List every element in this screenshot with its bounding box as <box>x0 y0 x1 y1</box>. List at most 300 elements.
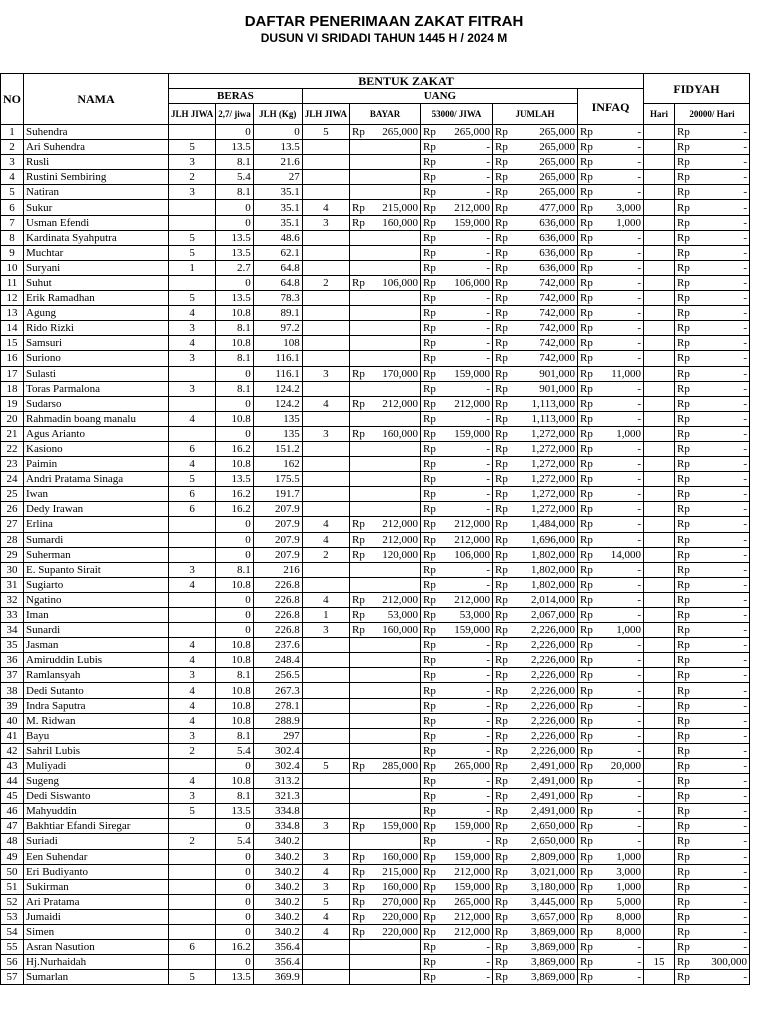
cell-bayar <box>350 487 421 502</box>
cell-beras-jlh-jiwa <box>169 864 216 879</box>
cell-per-jiwa-uang-value: - <box>486 322 491 335</box>
currency-label: Rp <box>495 654 508 667</box>
cell-uang-jlh-jiwa: 3 <box>302 879 349 894</box>
cell-jumlah-value: 2,226,000 <box>531 684 576 697</box>
currency-label: Rp <box>677 578 690 591</box>
cell-fidyah-value: - <box>743 926 748 939</box>
cell-bayar <box>350 592 421 607</box>
cell-beras-per-jiwa: 0 <box>216 275 254 290</box>
cell-hari <box>644 321 675 336</box>
cell-beras-per-jiwa: 0 <box>216 819 254 834</box>
table-row <box>1 532 750 547</box>
cell-infaq <box>578 155 644 170</box>
currency-label: Rp <box>495 880 508 893</box>
cell-bayar-value: 212,000 <box>382 397 419 410</box>
cell-uang-jlh-jiwa: 5 <box>302 894 349 909</box>
cell-jumlah-value: 3,869,000 <box>531 926 576 939</box>
cell-fidyah-value: - <box>743 971 748 984</box>
cell-jumlah <box>493 879 578 894</box>
cell-fidyah <box>675 441 750 456</box>
cell-infaq-value: - <box>637 654 642 667</box>
cell-beras-per-jiwa: 8.1 <box>216 668 254 683</box>
cell-hari <box>644 532 675 547</box>
cell-jumlah <box>493 789 578 804</box>
cell-fidyah <box>675 683 750 698</box>
cell-bayar-value: 220,000 <box>382 910 419 923</box>
cell-beras-jlh-jiwa: 5 <box>169 230 216 245</box>
cell-beras-per-jiwa: 8.1 <box>216 562 254 577</box>
cell-beras-jlh-jiwa: 3 <box>169 728 216 743</box>
cell-beras-per-jiwa: 10.8 <box>216 336 254 351</box>
header-per-jiwa-uang: 53000/ JIWA <box>421 104 493 125</box>
cell-beras-jlh-kg: 97.2 <box>253 321 302 336</box>
cell-infaq <box>578 668 644 683</box>
cell-nama: Suriadi <box>24 834 169 849</box>
cell-beras-jlh-jiwa: 5 <box>169 472 216 487</box>
cell-per-jiwa-uang-value: 212,000 <box>454 518 491 531</box>
cell-beras-per-jiwa: 16.2 <box>216 940 254 955</box>
cell-fidyah <box>675 125 750 140</box>
cell-bayar-value: 160,000 <box>382 216 419 229</box>
currency-label: Rp <box>352 397 365 410</box>
cell-jumlah-value: 636,000 <box>539 246 576 259</box>
currency-label: Rp <box>352 126 365 139</box>
cell-fidyah <box>675 849 750 864</box>
cell-beras-jlh-jiwa <box>169 758 216 773</box>
cell-beras-jlh-kg: 207.9 <box>253 517 302 532</box>
table-row <box>1 924 750 939</box>
cell-fidyah-value: - <box>743 126 748 139</box>
cell-per-jiwa-uang-value: 212,000 <box>454 201 491 214</box>
cell-hari <box>644 441 675 456</box>
cell-uang-jlh-jiwa <box>302 457 349 472</box>
cell-no: 2 <box>1 140 24 155</box>
cell-no: 25 <box>1 487 24 502</box>
cell-per-jiwa-uang <box>421 260 493 275</box>
cell-no: 14 <box>1 321 24 336</box>
cell-hari <box>644 185 675 200</box>
cell-fidyah <box>675 940 750 955</box>
table-row <box>1 955 750 970</box>
currency-label: Rp <box>495 910 508 923</box>
cell-infaq <box>578 321 644 336</box>
cell-bayar-value: 220,000 <box>382 926 419 939</box>
cell-per-jiwa-uang <box>421 381 493 396</box>
cell-no: 54 <box>1 924 24 939</box>
cell-bayar-value: 270,000 <box>382 895 419 908</box>
cell-beras-per-jiwa: 13.5 <box>216 291 254 306</box>
cell-beras-per-jiwa: 10.8 <box>216 638 254 653</box>
cell-no: 33 <box>1 608 24 623</box>
cell-hari <box>644 457 675 472</box>
cell-bayar <box>350 245 421 260</box>
cell-fidyah <box>675 864 750 879</box>
cell-infaq <box>578 758 644 773</box>
cell-no: 15 <box>1 336 24 351</box>
cell-jumlah-value: 2,491,000 <box>531 775 576 788</box>
currency-label: Rp <box>495 533 508 546</box>
currency-label: Rp <box>677 624 690 637</box>
cell-jumlah <box>493 170 578 185</box>
cell-per-jiwa-uang-value: 159,000 <box>454 624 491 637</box>
cell-fidyah-value: - <box>743 669 748 682</box>
cell-bayar <box>350 894 421 909</box>
cell-jumlah <box>493 758 578 773</box>
cell-uang-jlh-jiwa: 5 <box>302 758 349 773</box>
cell-no: 29 <box>1 547 24 562</box>
currency-label: Rp <box>495 684 508 697</box>
cell-nama: Muliyadi <box>24 758 169 773</box>
cell-infaq-value: - <box>637 246 642 259</box>
cell-no: 43 <box>1 758 24 773</box>
cell-fidyah-value: - <box>743 352 748 365</box>
cell-fidyah-value: - <box>743 699 748 712</box>
currency-label: Rp <box>423 503 436 516</box>
cell-infaq <box>578 924 644 939</box>
cell-beras-jlh-kg: 124.2 <box>253 396 302 411</box>
cell-infaq <box>578 608 644 623</box>
cell-per-jiwa-uang <box>421 879 493 894</box>
cell-nama: Sumarlan <box>24 970 169 985</box>
currency-label: Rp <box>677 322 690 335</box>
currency-label: Rp <box>423 443 436 456</box>
currency-label: Rp <box>580 639 593 652</box>
cell-hari <box>644 924 675 939</box>
cell-no: 17 <box>1 366 24 381</box>
currency-label: Rp <box>352 865 365 878</box>
cell-hari <box>644 140 675 155</box>
cell-fidyah <box>675 894 750 909</box>
currency-label: Rp <box>423 729 436 742</box>
currency-label: Rp <box>495 669 508 682</box>
cell-jumlah <box>493 230 578 245</box>
cell-jumlah <box>493 940 578 955</box>
currency-label: Rp <box>423 292 436 305</box>
cell-bayar <box>350 698 421 713</box>
cell-uang-jlh-jiwa: 3 <box>302 849 349 864</box>
cell-bayar <box>350 924 421 939</box>
table-row <box>1 306 750 321</box>
cell-infaq <box>578 547 644 562</box>
cell-no: 16 <box>1 351 24 366</box>
cell-fidyah-value: - <box>743 443 748 456</box>
cell-jumlah-value: 1,272,000 <box>531 473 576 486</box>
cell-nama: Bayu <box>24 728 169 743</box>
cell-no: 48 <box>1 834 24 849</box>
cell-per-jiwa-uang-value: - <box>486 971 491 984</box>
cell-bayar-value: 170,000 <box>382 367 419 380</box>
cell-fidyah-value: - <box>743 201 748 214</box>
table-row <box>1 185 750 200</box>
cell-uang-jlh-jiwa <box>302 472 349 487</box>
cell-fidyah <box>675 411 750 426</box>
cell-per-jiwa-uang-value: - <box>486 473 491 486</box>
cell-jumlah-value: 636,000 <box>539 231 576 244</box>
cell-infaq-value: - <box>637 820 642 833</box>
cell-no: 24 <box>1 472 24 487</box>
currency-label: Rp <box>423 382 436 395</box>
cell-beras-jlh-kg: 356.4 <box>253 940 302 955</box>
currency-label: Rp <box>677 699 690 712</box>
currency-label: Rp <box>495 367 508 380</box>
cell-infaq <box>578 215 644 230</box>
cell-infaq-value: - <box>637 186 642 199</box>
cell-beras-jlh-kg: 207.9 <box>253 547 302 562</box>
currency-label: Rp <box>677 201 690 214</box>
cell-fidyah-value: - <box>743 744 748 757</box>
cell-fidyah-value: - <box>743 850 748 863</box>
cell-fidyah <box>675 351 750 366</box>
cell-infaq <box>578 940 644 955</box>
currency-label: Rp <box>495 578 508 591</box>
cell-no: 5 <box>1 185 24 200</box>
cell-no: 7 <box>1 215 24 230</box>
cell-uang-jlh-jiwa: 4 <box>302 517 349 532</box>
currency-label: Rp <box>580 352 593 365</box>
currency-label: Rp <box>495 292 508 305</box>
cell-fidyah <box>675 623 750 638</box>
cell-fidyah <box>675 713 750 728</box>
table-row <box>1 260 750 275</box>
cell-beras-jlh-jiwa: 4 <box>169 653 216 668</box>
cell-no: 42 <box>1 743 24 758</box>
cell-nama: Dedy Irawan <box>24 502 169 517</box>
cell-hari <box>644 804 675 819</box>
currency-label: Rp <box>423 216 436 229</box>
cell-fidyah-value: - <box>743 835 748 848</box>
cell-per-jiwa-uang-value: 212,000 <box>454 926 491 939</box>
currency-label: Rp <box>423 548 436 561</box>
cell-bayar <box>350 970 421 985</box>
cell-fidyah <box>675 758 750 773</box>
cell-bayar <box>350 532 421 547</box>
cell-beras-jlh-kg: 207.9 <box>253 502 302 517</box>
cell-fidyah <box>675 909 750 924</box>
cell-per-jiwa-uang-value: 106,000 <box>454 548 491 561</box>
cell-infaq-value: - <box>637 941 642 954</box>
cell-infaq <box>578 532 644 547</box>
currency-label: Rp <box>580 805 593 818</box>
cell-fidyah <box>675 291 750 306</box>
currency-label: Rp <box>495 759 508 772</box>
cell-beras-jlh-jiwa <box>169 125 216 140</box>
cell-jumlah <box>493 864 578 879</box>
cell-infaq <box>578 728 644 743</box>
cell-infaq <box>578 291 644 306</box>
currency-label: Rp <box>580 654 593 667</box>
cell-infaq <box>578 638 644 653</box>
cell-fidyah <box>675 275 750 290</box>
currency-label: Rp <box>580 367 593 380</box>
cell-hari <box>644 970 675 985</box>
cell-fidyah <box>675 185 750 200</box>
cell-nama: Agus Arianto <box>24 426 169 441</box>
cell-per-jiwa-uang <box>421 849 493 864</box>
currency-label: Rp <box>677 865 690 878</box>
cell-no: 50 <box>1 864 24 879</box>
cell-nama: Eri Budiyanto <box>24 864 169 879</box>
currency-label: Rp <box>677 186 690 199</box>
cell-hari <box>644 608 675 623</box>
cell-infaq-value: - <box>637 126 642 139</box>
cell-uang-jlh-jiwa: 4 <box>302 592 349 607</box>
cell-bayar <box>350 275 421 290</box>
cell-infaq-value: - <box>637 578 642 591</box>
cell-per-jiwa-uang <box>421 336 493 351</box>
cell-beras-per-jiwa: 10.8 <box>216 577 254 592</box>
cell-jumlah-value: 742,000 <box>539 292 576 305</box>
currency-label: Rp <box>677 609 690 622</box>
cell-uang-jlh-jiwa <box>302 155 349 170</box>
cell-beras-per-jiwa: 16.2 <box>216 441 254 456</box>
cell-jumlah-value: 1,802,000 <box>531 548 576 561</box>
cell-uang-jlh-jiwa: 2 <box>302 547 349 562</box>
cell-bayar <box>350 351 421 366</box>
currency-label: Rp <box>580 276 593 289</box>
table-row <box>1 457 750 472</box>
cell-no: 4 <box>1 170 24 185</box>
cell-beras-jlh-jiwa: 2 <box>169 170 216 185</box>
cell-nama: Natiran <box>24 185 169 200</box>
cell-nama: Suhut <box>24 275 169 290</box>
currency-label: Rp <box>423 141 436 154</box>
cell-jumlah <box>493 125 578 140</box>
cell-bayar <box>350 155 421 170</box>
cell-hari <box>644 306 675 321</box>
cell-jumlah-value: 265,000 <box>539 156 576 169</box>
cell-fidyah-value: - <box>743 292 748 305</box>
cell-beras-jlh-jiwa <box>169 623 216 638</box>
cell-jumlah-value: 3,021,000 <box>531 865 576 878</box>
currency-label: Rp <box>677 805 690 818</box>
cell-beras-per-jiwa: 0 <box>216 200 254 215</box>
cell-beras-jlh-jiwa <box>169 200 216 215</box>
cell-beras-jlh-jiwa: 4 <box>169 638 216 653</box>
cell-fidyah-value: - <box>743 322 748 335</box>
currency-label: Rp <box>423 337 436 350</box>
cell-per-jiwa-uang-value: - <box>486 714 491 727</box>
cell-beras-per-jiwa: 10.8 <box>216 774 254 789</box>
cell-uang-jlh-jiwa <box>302 653 349 668</box>
cell-infaq <box>578 487 644 502</box>
currency-label: Rp <box>423 926 436 939</box>
cell-per-jiwa-uang <box>421 155 493 170</box>
currency-label: Rp <box>423 533 436 546</box>
table-row <box>1 713 750 728</box>
cell-bayar <box>350 230 421 245</box>
cell-uang-jlh-jiwa <box>302 940 349 955</box>
cell-bayar <box>350 849 421 864</box>
currency-label: Rp <box>677 337 690 350</box>
currency-label: Rp <box>677 276 690 289</box>
cell-uang-jlh-jiwa: 4 <box>302 864 349 879</box>
cell-jumlah <box>493 185 578 200</box>
cell-hari <box>644 713 675 728</box>
cell-infaq-value: - <box>637 503 642 516</box>
cell-per-jiwa-uang <box>421 924 493 939</box>
cell-jumlah <box>493 547 578 562</box>
cell-beras-jlh-jiwa: 5 <box>169 140 216 155</box>
cell-no: 55 <box>1 940 24 955</box>
cell-hari <box>644 472 675 487</box>
cell-hari <box>644 487 675 502</box>
cell-jumlah-value: 265,000 <box>539 171 576 184</box>
cell-jumlah <box>493 200 578 215</box>
cell-beras-jlh-jiwa <box>169 547 216 562</box>
cell-jumlah <box>493 955 578 970</box>
cell-jumlah-value: 3,657,000 <box>531 910 576 923</box>
currency-label: Rp <box>495 699 508 712</box>
currency-label: Rp <box>495 156 508 169</box>
cell-jumlah <box>493 472 578 487</box>
cell-per-jiwa-uang-value: 265,000 <box>454 895 491 908</box>
document-title: DAFTAR PENERIMAAN ZAKAT FITRAH <box>244 13 524 30</box>
document-subtitle: DUSUN VI SRIDADI TAHUN 1445 H / 2024 M <box>260 31 508 45</box>
cell-jumlah-value: 742,000 <box>539 337 576 350</box>
cell-beras-jlh-jiwa <box>169 955 216 970</box>
cell-jumlah-value: 1,484,000 <box>531 518 576 531</box>
cell-beras-jlh-jiwa <box>169 532 216 547</box>
cell-no: 18 <box>1 381 24 396</box>
cell-per-jiwa-uang-value: - <box>486 941 491 954</box>
cell-fidyah-value: - <box>743 624 748 637</box>
cell-fidyah <box>675 879 750 894</box>
currency-label: Rp <box>580 926 593 939</box>
currency-label: Rp <box>677 246 690 259</box>
currency-label: Rp <box>580 729 593 742</box>
cell-hari <box>644 366 675 381</box>
currency-label: Rp <box>580 593 593 606</box>
cell-beras-jlh-kg: 340.2 <box>253 864 302 879</box>
cell-fidyah-value: - <box>743 578 748 591</box>
cell-infaq-value: - <box>637 337 642 350</box>
cell-bayar-value: 159,000 <box>382 820 419 833</box>
currency-label: Rp <box>677 427 690 440</box>
cell-nama: Sugiarto <box>24 577 169 592</box>
cell-infaq <box>578 441 644 456</box>
currency-label: Rp <box>495 352 508 365</box>
cell-per-jiwa-uang-value: - <box>486 503 491 516</box>
table-row <box>1 638 750 653</box>
cell-beras-jlh-jiwa: 4 <box>169 713 216 728</box>
cell-fidyah <box>675 638 750 653</box>
currency-label: Rp <box>495 231 508 244</box>
cell-bayar-value: 265,000 <box>382 126 419 139</box>
cell-hari <box>644 668 675 683</box>
cell-infaq <box>578 698 644 713</box>
cell-beras-per-jiwa: 10.8 <box>216 683 254 698</box>
cell-per-jiwa-uang-value: - <box>486 790 491 803</box>
currency-label: Rp <box>423 956 436 969</box>
cell-hari <box>644 336 675 351</box>
currency-label: Rp <box>580 231 593 244</box>
cell-bayar <box>350 743 421 758</box>
cell-per-jiwa-uang-value: - <box>486 141 491 154</box>
cell-infaq-value: - <box>637 307 642 320</box>
cell-jumlah-value: 2,809,000 <box>531 850 576 863</box>
cell-beras-per-jiwa: 13.5 <box>216 230 254 245</box>
cell-no: 51 <box>1 879 24 894</box>
cell-uang-jlh-jiwa <box>302 245 349 260</box>
cell-jumlah-value: 901,000 <box>539 382 576 395</box>
cell-jumlah <box>493 275 578 290</box>
cell-infaq <box>578 351 644 366</box>
cell-per-jiwa-uang <box>421 834 493 849</box>
cell-beras-jlh-kg: 175.5 <box>253 472 302 487</box>
cell-no: 41 <box>1 728 24 743</box>
currency-label: Rp <box>677 729 690 742</box>
cell-uang-jlh-jiwa <box>302 291 349 306</box>
